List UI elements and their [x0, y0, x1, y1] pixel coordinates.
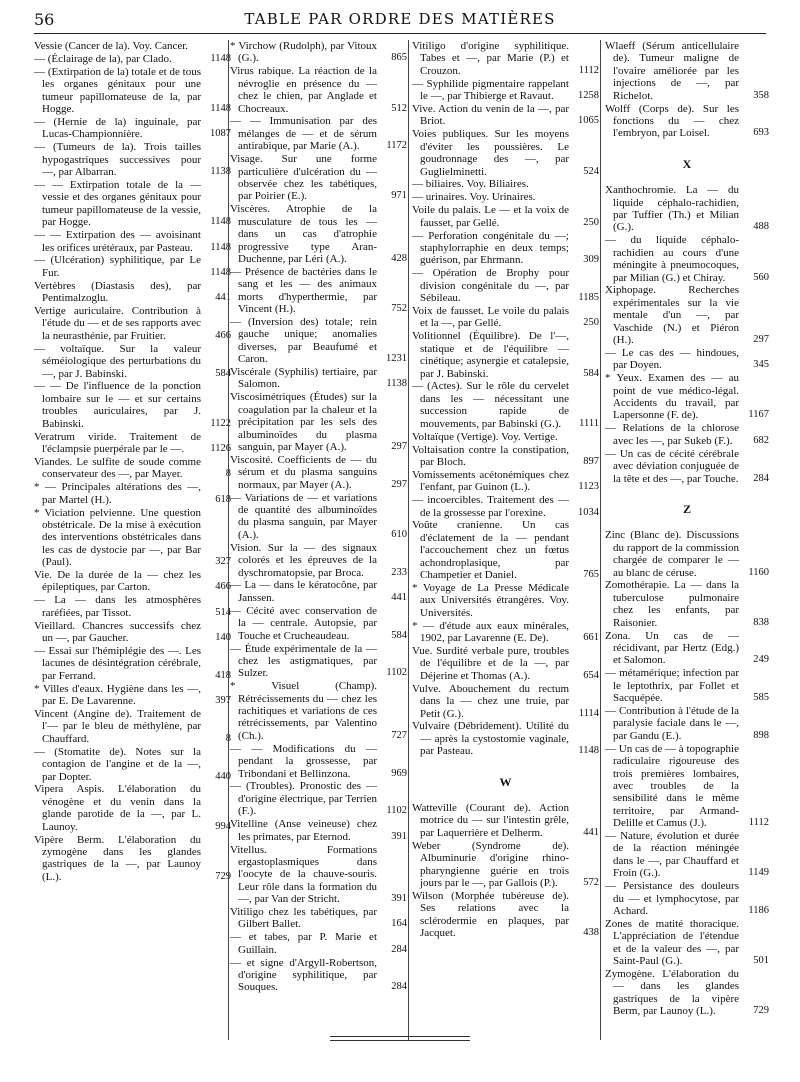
- entry-text: Voûte cranienne. Un cas d'éclatement de la — pendant l'accouchement chez un fœtus achondroplasique, par Champetier et Daniel.: [412, 519, 569, 582]
- entry-page-number: 585: [753, 692, 769, 704]
- entry-page-number: 1258: [578, 90, 599, 102]
- entry-text: * — d'étude aux eaux minérales, 1902, par Lavarenne (E. De).: [412, 619, 569, 645]
- entry-text: — Variations de — et variations de quantité des albuminoïdes du plasma sanguin, par Mayer (A.).: [230, 491, 377, 541]
- index-entry: [230, 115, 407, 152]
- index-entry: [230, 780, 407, 817]
- entry-text: Voies publiques. Sur les moyens d'éviter les poussières. Le goudronnage des —, par Guglielminetti.: [412, 128, 569, 178]
- entry-text: Vitellus. Formations ergastoplasmiques dans l'oocyte de la chauve-souris. Leur rôle dans la formation du —, par Van der Stricht.: [230, 843, 377, 906]
- entry-text: Visage. Sur une forme particulière d'ulcération du — observée chez les tabétiques, par Poirier (E.).: [230, 153, 377, 203]
- entry-text: — Un cas de cécité cérébrale avec déviation conjuguée de la tête et des —, par Touche.: [605, 447, 739, 485]
- index-entry: [34, 569, 231, 594]
- entry-page-number: 994: [215, 820, 231, 832]
- entry-text: Viscosimétriques (Études) sur la coagulation par la chaleur et la précipitation par les sels des albuminoïdes du plasma sanguin, par Mayer (A.).: [230, 391, 377, 453]
- entry-page-number: 618: [215, 493, 231, 505]
- index-column-4: [605, 40, 769, 1054]
- index-entry: [230, 65, 407, 115]
- entry-page-number: 164: [391, 918, 407, 930]
- entry-text: Vertèbres (Diastasis des), par Pentimalzoglu.: [34, 279, 201, 305]
- entry-page-number: 560: [753, 271, 769, 283]
- entry-text: * Visuel (Champ). Rétrécissements du — chez les rachitiques et variations de ces rétrécissements, par Valentino (Ch.).: [230, 680, 377, 742]
- entry-page-number: 1148: [210, 103, 231, 115]
- index-entry: [230, 743, 407, 780]
- header-rule: [34, 33, 766, 34]
- entry-page-number: 1112: [748, 817, 769, 829]
- index-entry: [605, 347, 769, 372]
- entry-text: * Virchow (Rudolph), par Vitoux (G.).: [230, 40, 377, 65]
- entry-page-number: 488: [753, 221, 769, 233]
- index-entry: [412, 103, 599, 128]
- entry-page-number: 1231: [386, 353, 407, 365]
- entry-page-number: 1148: [578, 745, 599, 757]
- entry-text: Xanthochromie. La — du liquide céphalo-rachidien, par Tuffier (Th.) et Milian (G.).: [605, 184, 739, 234]
- entry-text: Vertige auriculaire. Contribution à l'étude du — et de ses rapports avec la neurasthénie, par Fruitier.: [34, 305, 201, 342]
- entry-page-number: 441: [583, 826, 599, 838]
- index-entry: [412, 40, 599, 77]
- entry-page-number: 661: [583, 632, 599, 644]
- entry-text: Voile du palais. Le — et la voix de fausset, par Gellé.: [412, 204, 569, 229]
- entry-text: Xiphopage. Recherches expérimentales sur la vie mentale d'un —, par Vaschide (N.) et Piéron (H.).: [605, 284, 739, 347]
- entry-page-number: 1123: [578, 481, 599, 493]
- entry-page-number: 284: [391, 981, 407, 993]
- entry-text: Viscosité. Coefficients de — du sérum et du plasma sanguins normaux, par Mayer (A.).: [230, 453, 377, 491]
- entry-page-number: 1148: [210, 241, 231, 253]
- entry-text: Vision. Sur la — des signaux colorés et les épreuves de la dyschromatopsie, par Broca.: [230, 541, 377, 579]
- index-entry: [605, 40, 769, 102]
- footer-rule: [330, 1036, 470, 1037]
- entry-text: Vipère Berm. L'élaboration du zymogène dans les glandes gastriques de la —, par Launoy (L.).: [34, 833, 201, 883]
- section-letter: Z: [682, 501, 691, 516]
- index-entry: [412, 230, 599, 267]
- index-entry: [412, 620, 599, 645]
- column-separator: [600, 40, 601, 1040]
- entry-page-number: 1122: [210, 417, 231, 429]
- entry-page-number: 297: [391, 441, 407, 452]
- entry-page-number: 898: [753, 729, 769, 741]
- index-entry: [230, 542, 407, 579]
- entry-text: — Le cas des — hindoues, par Doyen.: [605, 346, 739, 372]
- entry-page-number: 297: [753, 334, 769, 346]
- index-entry: [34, 783, 231, 833]
- entry-page-number: 1034: [578, 506, 599, 518]
- entry-text: Viscérale (Syphilis) tertiaire, par Salomon.: [230, 366, 377, 391]
- entry-page-number: 1114: [578, 707, 599, 719]
- entry-text: — Essai sur l'hémiplégie des —. Les lacunes de désintégration cérébrale, par Ferrand.: [34, 645, 201, 682]
- entry-text: Veratrum viride. Traitement de l'éclampsie puerpérale par le —.: [34, 430, 201, 455]
- entry-page-number: 441: [391, 591, 407, 603]
- index-entry: [412, 204, 599, 229]
- index-entry: [230, 40, 407, 65]
- entry-text: — du liquide céphalo-rachidien au cours d'une méningite à pneumocoques, par Milian (G.) et Chiray.: [605, 234, 739, 284]
- entry-text: Vieillard. Chancres successifs chez un —, par Gaucher.: [34, 619, 201, 645]
- index-entry: [605, 830, 769, 880]
- entry-page-number: 584: [215, 367, 231, 379]
- index-entry: [34, 746, 231, 783]
- entry-text: — et signe d'Argyll-Robertson, d'origine syphilitique, par Souques.: [230, 956, 377, 994]
- index-column-2: [230, 40, 407, 1054]
- entry-text: — (Actes). Sur le rôle du cervelet dans les — nécessitant une succession rapide de mouvements, par Babinski (G.).: [412, 380, 569, 430]
- entry-page-number: 358: [753, 89, 769, 101]
- entry-text: — et tabes, par P. Marie et Guillain.: [230, 931, 377, 956]
- entry-text: Vulvaire (Débridement). Utilité du — après la cystostomie vaginale, par Pasteau.: [412, 720, 569, 758]
- index-entry: [412, 330, 599, 380]
- entry-page-number: 1111: [579, 417, 599, 429]
- entry-text: — — Extirpation totale de la — vessie et des organes génitaux pour tumeur papillomateuse de la vessie, par Hogge.: [34, 178, 201, 229]
- column-separator: [408, 40, 409, 1040]
- entry-text: — La — dans le kératocône, par Janssen.: [230, 579, 377, 604]
- entry-text: Wlaeff (Sérum anticellulaire de). Tumeur maligne de l'ovaire améliorée par les injections de —, par Richelot.: [605, 40, 739, 102]
- index-entry: [605, 968, 769, 1018]
- index-entry: [605, 743, 769, 830]
- section-letter: W: [499, 774, 512, 789]
- entry-text: Viandes. Le sulfite de soude comme conservateur des —, par Mayer.: [34, 455, 201, 481]
- entry-page-number: 1160: [748, 566, 769, 578]
- index-entry: [34, 53, 231, 65]
- entry-page-number: 501: [753, 955, 769, 967]
- index-entry: [230, 391, 407, 453]
- index-entry: [605, 284, 769, 346]
- index-entry: [605, 579, 769, 629]
- entry-page-number: 682: [753, 434, 769, 446]
- entry-text: — Nature, évolution et durée de la réaction méningée dans le —, par Chauffard et Froin (G.).: [605, 830, 739, 880]
- entry-text: * Viciation pelvienne. Une question obstétricale. De la mise à exécution des interventions obstétricales dans les cas de dystocie par —, par Bar (Paul).: [34, 506, 201, 569]
- index-entry: [34, 380, 231, 430]
- entry-page-number: 1149: [748, 867, 769, 879]
- entry-text: — Perforation congénitale du —; staphylorraphie en deux temps; guérison, par Ehrmann.: [412, 229, 569, 267]
- entry-text: Wolff (Corps de). Sur les fonctions du — chez l'embryon, par Loisel.: [605, 102, 739, 140]
- index-entry: [605, 234, 769, 284]
- index-entry: [412, 890, 599, 940]
- entry-page-number: 584: [391, 629, 407, 641]
- index-entry: [34, 229, 231, 254]
- entry-page-number: 897: [583, 455, 599, 467]
- entry-page-number: 1167: [748, 409, 769, 421]
- entry-text: Viscères. Atrophie de la musculature de tous les — dans un cas d'atrophie progressive type Aran-Duchenne, par Léri (A.).: [230, 203, 377, 265]
- index-entry: [34, 645, 231, 682]
- entry-text: — Cécité avec conservation de la — centrale. Autopsie, par Touche et Crucheaudeau.: [230, 604, 377, 642]
- entry-page-number: 1112: [578, 64, 599, 76]
- entry-text: Vive. Action du venin de la —, par Briot.: [412, 103, 569, 128]
- entry-text: Volitionnel (Équilibre). De l'—, statique et de l'équilibre — cinétique; asynergie et catalepsie, par J. Babinski.: [412, 330, 569, 380]
- index-entry: [605, 630, 769, 667]
- entry-text: Voltaisation contre la constipation, par Bloch.: [412, 443, 569, 468]
- entry-page-number: 441: [215, 292, 231, 304]
- section-letter: X: [682, 156, 692, 171]
- entry-text: Voltaïque (Vertige). Voy. Vertige.: [412, 430, 558, 443]
- index-entry: [412, 469, 599, 494]
- entry-page-number: 1138: [386, 378, 407, 390]
- entry-page-number: 752: [391, 303, 407, 315]
- index-entry: [34, 834, 231, 884]
- entry-text: — (Tumeurs de la). Trois tailles hypogastriques successives pour —, par Albarran.: [34, 141, 201, 179]
- index-entry: [605, 184, 769, 234]
- entry-page-number: 969: [391, 767, 407, 779]
- index-entry: [230, 316, 407, 366]
- index-entry: [412, 645, 599, 682]
- entry-page-number: 345: [753, 359, 769, 371]
- index-entry: [34, 141, 231, 178]
- index-entry: [605, 880, 769, 917]
- entry-page-number: 440: [215, 770, 231, 782]
- entry-page-number: 727: [391, 729, 407, 741]
- entry-page-number: 1172: [386, 140, 407, 152]
- entry-text: — voltaïque. Sur la valeur séméiologique des perturbations du —, par J. Babinski.: [34, 342, 201, 380]
- entry-text: * Yeux. Examen des — au point de vue médico-légal. Accidents du travail, par Lapersonne (F. de).: [605, 372, 739, 422]
- entry-page-number: 418: [215, 669, 231, 681]
- index-entry: [412, 78, 599, 103]
- index-entry: [605, 103, 769, 140]
- entry-text: — — Modifications du — pendant la grossesse, par Tribondani et Bellinzona.: [230, 742, 377, 780]
- entry-text: — Relations de la chlorose avec les —, par Sukeb (F.).: [605, 422, 739, 447]
- index-entry: [34, 66, 231, 116]
- entry-text: — (Stomatite de). Notes sur la contagion de l'angine et de la —, par Dopter.: [34, 745, 201, 783]
- index-entry: [34, 708, 231, 745]
- entry-text: — (Inversion des) totale; rein gauche unique; anomalies diverses, par Beaufumé et Caron.: [230, 315, 377, 366]
- index-entry: [34, 507, 231, 569]
- entry-text: — Un cas de — à topographie radiculaire rigoureuse des trois premières lombaires, avec troubles de la sensibilité dans le même territoire, par Armand-Delille et Camus (J.).: [605, 742, 739, 830]
- entry-page-number: 1186: [748, 905, 769, 916]
- index-entry: [34, 254, 231, 279]
- entry-page-number: 654: [583, 669, 599, 681]
- entry-text: Wilson (Morphée tubéreuse de). Ses relations avec la sclérodermie en plaques, par Jacquet.: [412, 889, 569, 940]
- index-entry: [34, 594, 231, 619]
- entry-page-number: 284: [753, 472, 769, 484]
- entry-text: Weber (Syndrome de). Albuminurie d'origine rhino-pharyngienne guérie en trois jours par le —, par Gallois (P.).: [412, 839, 569, 889]
- entry-text: Vomissements acétonémiques chez l'enfant, par Guinon (L.).: [412, 468, 569, 494]
- entry-page-number: 8: [225, 732, 231, 744]
- entry-text: — (Troubles). Pronostic des — d'origine électrique, par Terrien (F.).: [230, 780, 377, 818]
- index-entry: [230, 605, 407, 642]
- entry-page-number: 249: [753, 654, 769, 666]
- index-entry: [34, 481, 231, 506]
- entry-text: — Opération de Brophy pour division congénitale du —, par Sébileau.: [412, 267, 569, 305]
- entry-page-number: 391: [391, 893, 407, 905]
- entry-page-number: 297: [391, 478, 407, 490]
- entry-page-number: 466: [215, 581, 231, 593]
- index-entry: [412, 582, 599, 619]
- index-entry: [230, 492, 407, 542]
- index-entry: [230, 931, 407, 956]
- entry-text: — urinaires. Voy. Urinaires.: [412, 191, 536, 204]
- index-entry: [412, 267, 599, 304]
- index-entry: [34, 456, 231, 481]
- entry-page-number: 327: [215, 556, 231, 568]
- index-entry: [605, 529, 769, 579]
- index-entry: [412, 431, 599, 443]
- entry-text: — Contribution à l'étude de la paralysie faciale dans le —, par Gandu (E.).: [605, 705, 739, 742]
- running-title: TABLE PAR ORDRE DES MATIÈRES: [244, 10, 556, 28]
- index-entry: [412, 519, 599, 581]
- entry-text: Vessie (Cancer de la). Voy. Cancer.: [34, 40, 189, 52]
- entry-text: Zona. Un cas de — récidivant, par Hertz (Edg.) et Salomon.: [605, 629, 739, 667]
- entry-page-number: 438: [583, 927, 599, 939]
- index-entry: [412, 178, 599, 190]
- entry-text: — Syphilide pigmentaire rappelant le —, par Thibierge et Ravaut.: [412, 77, 569, 103]
- index-entry: [34, 683, 231, 708]
- index-entry: [230, 643, 407, 680]
- entry-page-number: 1065: [578, 115, 599, 127]
- footer-rule: [330, 1040, 470, 1041]
- index-entry: [412, 128, 599, 178]
- entry-page-number: 250: [583, 317, 599, 329]
- entry-text: * Villes d'eaux. Hygiène dans les —, par E. De Lavarenne.: [34, 682, 201, 708]
- index-entry: [412, 444, 599, 469]
- entry-page-number: 250: [583, 216, 599, 228]
- entry-text: Watteville (Courant de). Action motrice du — sur l'intestin grêle, par Laquerrière et Delherm.: [412, 802, 569, 839]
- entry-text: Vue. Surdité verbale pure, troubles de l'équilibre et de la —, par Déjerine et Thomas (A.).: [412, 645, 569, 682]
- index-entry: [605, 422, 769, 447]
- entry-page-number: 584: [583, 367, 599, 379]
- entry-text: Vulve. Abouchement du rectum dans la — chez une truie, par Petit (G.).: [412, 682, 569, 720]
- index-entry: [34, 280, 231, 305]
- entry-page-number: 514: [215, 606, 231, 618]
- entry-text: — biliaires. Voy. Biliaires.: [412, 178, 529, 191]
- index-entry: [34, 620, 231, 645]
- entry-page-number: 693: [753, 127, 769, 139]
- entry-page-number: 1126: [210, 443, 231, 454]
- index-entry: [230, 579, 407, 604]
- index-entry: [34, 179, 231, 229]
- index-entry: [34, 116, 231, 141]
- entry-page-number: 1102: [386, 805, 407, 817]
- entry-page-number: 1185: [578, 292, 599, 304]
- entry-page-number: 971: [391, 190, 407, 202]
- index-entry: [230, 153, 407, 203]
- entry-text: — Étude expérimentale de la — chez les astigmatiques, par Sulzer.: [230, 642, 377, 680]
- index-entry: [412, 840, 599, 890]
- entry-page-number: 572: [583, 877, 599, 888]
- entry-text: Virus rabique. La réaction de la névroglie en présence du — chez le chien, par Anglade et Chocreaux.: [230, 65, 377, 115]
- entry-text: — incoercibles. Traitement des — de la grossesse par l'orexine.: [412, 494, 569, 519]
- index-entry: [230, 266, 407, 316]
- index-entry: [230, 844, 407, 906]
- index-entry: [412, 802, 599, 839]
- entry-text: Vipera Aspis. L'élaboration du vénogène et du venin dans la glande parotide de la —, par L. Launoy.: [34, 783, 201, 833]
- index-entry: [230, 454, 407, 491]
- entry-page-number: 391: [391, 830, 407, 842]
- entry-page-number: 838: [753, 616, 769, 628]
- index-entry: [34, 305, 231, 342]
- entry-page-number: 1102: [386, 667, 407, 679]
- index-entry: [605, 372, 769, 422]
- page-number: 56: [34, 10, 55, 29]
- entry-text: Zinc (Blanc de). Discussions du rapport de la commission chargée de comparer le — au blanc de céruse.: [605, 529, 739, 579]
- entry-page-number: 466: [215, 329, 231, 341]
- entry-page-number: 284: [391, 943, 407, 955]
- index-entry: [412, 720, 599, 757]
- entry-text: — — De l'influence de la ponction lombaire sur le — et sur certains troubles auriculaires, par J. Babinski.: [34, 380, 201, 430]
- index-entry: [230, 203, 407, 265]
- entry-page-number: 729: [215, 870, 231, 882]
- entry-text: Vitelline (Anse veineuse) chez les primates, par Eternod.: [230, 818, 377, 843]
- entry-text: * — Principales altérations des —, par Martel (H.).: [34, 481, 201, 506]
- entry-text: Zymogène. L'élaboration du — dans les glandes gastriques de la vipère Berm, par Launoy (L.).: [605, 968, 739, 1018]
- index-entry: [412, 494, 599, 519]
- index-entry: [412, 305, 599, 330]
- index-entry: [412, 683, 599, 720]
- entry-page-number: 8: [225, 468, 231, 480]
- index-entry: [230, 366, 407, 391]
- entry-text: * Voyage de La Presse Médicale aux Universités étrangères. Voy. Universités.: [412, 581, 569, 619]
- entry-text: — Persistance des douleurs du — et lymphocytose, par Achard.: [605, 880, 739, 917]
- entry-page-number: 1148: [210, 52, 231, 64]
- entry-text: Vie. De la durée de la — chez les épileptiques, par Carton.: [34, 569, 201, 594]
- entry-page-number: 309: [583, 254, 599, 266]
- entry-text: — métamérique; infection par le leptothrix, par Follet et Sacquépée.: [605, 667, 739, 705]
- entry-text: Zones de matité thoracique. L'appréciation de l'étendue et de la valeur des —, par Saint-Paul (G.).: [605, 917, 739, 968]
- index-entry: [412, 380, 599, 430]
- entry-page-number: 140: [215, 632, 231, 644]
- index-entry: [605, 918, 769, 968]
- entry-text: Vitiligo d'origine syphilitique. Tabes et —, par Marie (P.) et Crouzon.: [412, 40, 569, 77]
- index-entry: [230, 680, 407, 742]
- entry-page-number: 1087: [210, 128, 231, 140]
- entry-text: Vitiligo chez les tabétiques, par Gilbert Ballet.: [230, 906, 377, 931]
- index-entry: [605, 705, 769, 742]
- index-entry: [605, 667, 769, 704]
- column-separator: [225, 40, 231, 1040]
- entry-page-number: 1148: [210, 266, 231, 278]
- entry-page-number: 233: [391, 566, 407, 578]
- entry-page-number: 512: [391, 102, 407, 114]
- index-column-3: [412, 40, 599, 1054]
- index-column-1: [34, 40, 231, 1054]
- entry-text: — (Extirpation de la) totale et de tous les organes génitaux pour une tumeur papillomateuse de la, par Hogge.: [34, 65, 201, 116]
- index-entry: [412, 191, 599, 203]
- index-entry: [34, 343, 231, 380]
- entry-page-number: 428: [391, 252, 407, 264]
- index-entry: [34, 40, 231, 52]
- entry-page-number: 765: [583, 569, 599, 581]
- index-entry: [605, 448, 769, 485]
- entry-text: Zomothérapie. La — dans la tuberculose pulmonaire chez les enfants, par Raisonier.: [605, 579, 739, 629]
- entry-text: — (Hernie de la) inguinale, par Lucas-Championnière.: [34, 115, 201, 141]
- entry-text: — — Extirpation des — avoisinant les orifices urétéraux, par Pasteau.: [34, 229, 201, 254]
- entry-text: Vincent (Angine de). Traitement de l'— par le bleu de méthylène, par Chauffard.: [34, 708, 201, 745]
- entry-text: — (Éclairage de la), par Clado.: [34, 52, 172, 65]
- index-entry: [230, 957, 407, 994]
- entry-page-number: 865: [391, 52, 407, 64]
- index-entry: [230, 906, 407, 931]
- entry-page-number: 729: [753, 1005, 769, 1017]
- index-entry: [230, 818, 407, 843]
- entry-page-number: 397: [215, 695, 231, 707]
- entry-text: — Présence de bactéries dans le sang et les — des animaux morts d'hyperthermie, par Vincent (H.).: [230, 265, 377, 316]
- entry-page-number: 1138: [210, 166, 231, 178]
- entry-text: Voix de fausset. Le voile du palais et la —, par Gellé.: [412, 305, 569, 330]
- entry-page-number: 1148: [210, 216, 231, 228]
- index-entry: [34, 431, 231, 456]
- entry-page-number: 610: [391, 528, 407, 540]
- entry-text: — La — dans les atmosphères raréfiées, par Tissot.: [34, 594, 201, 619]
- entry-text: — — Immunisation par des mélanges de — et de sérum antirabique, par Marie (A.).: [230, 115, 377, 153]
- entry-text: — (Ulcération) syphilitique, par Le Fur.: [34, 254, 201, 279]
- entry-page-number: 524: [583, 165, 599, 177]
